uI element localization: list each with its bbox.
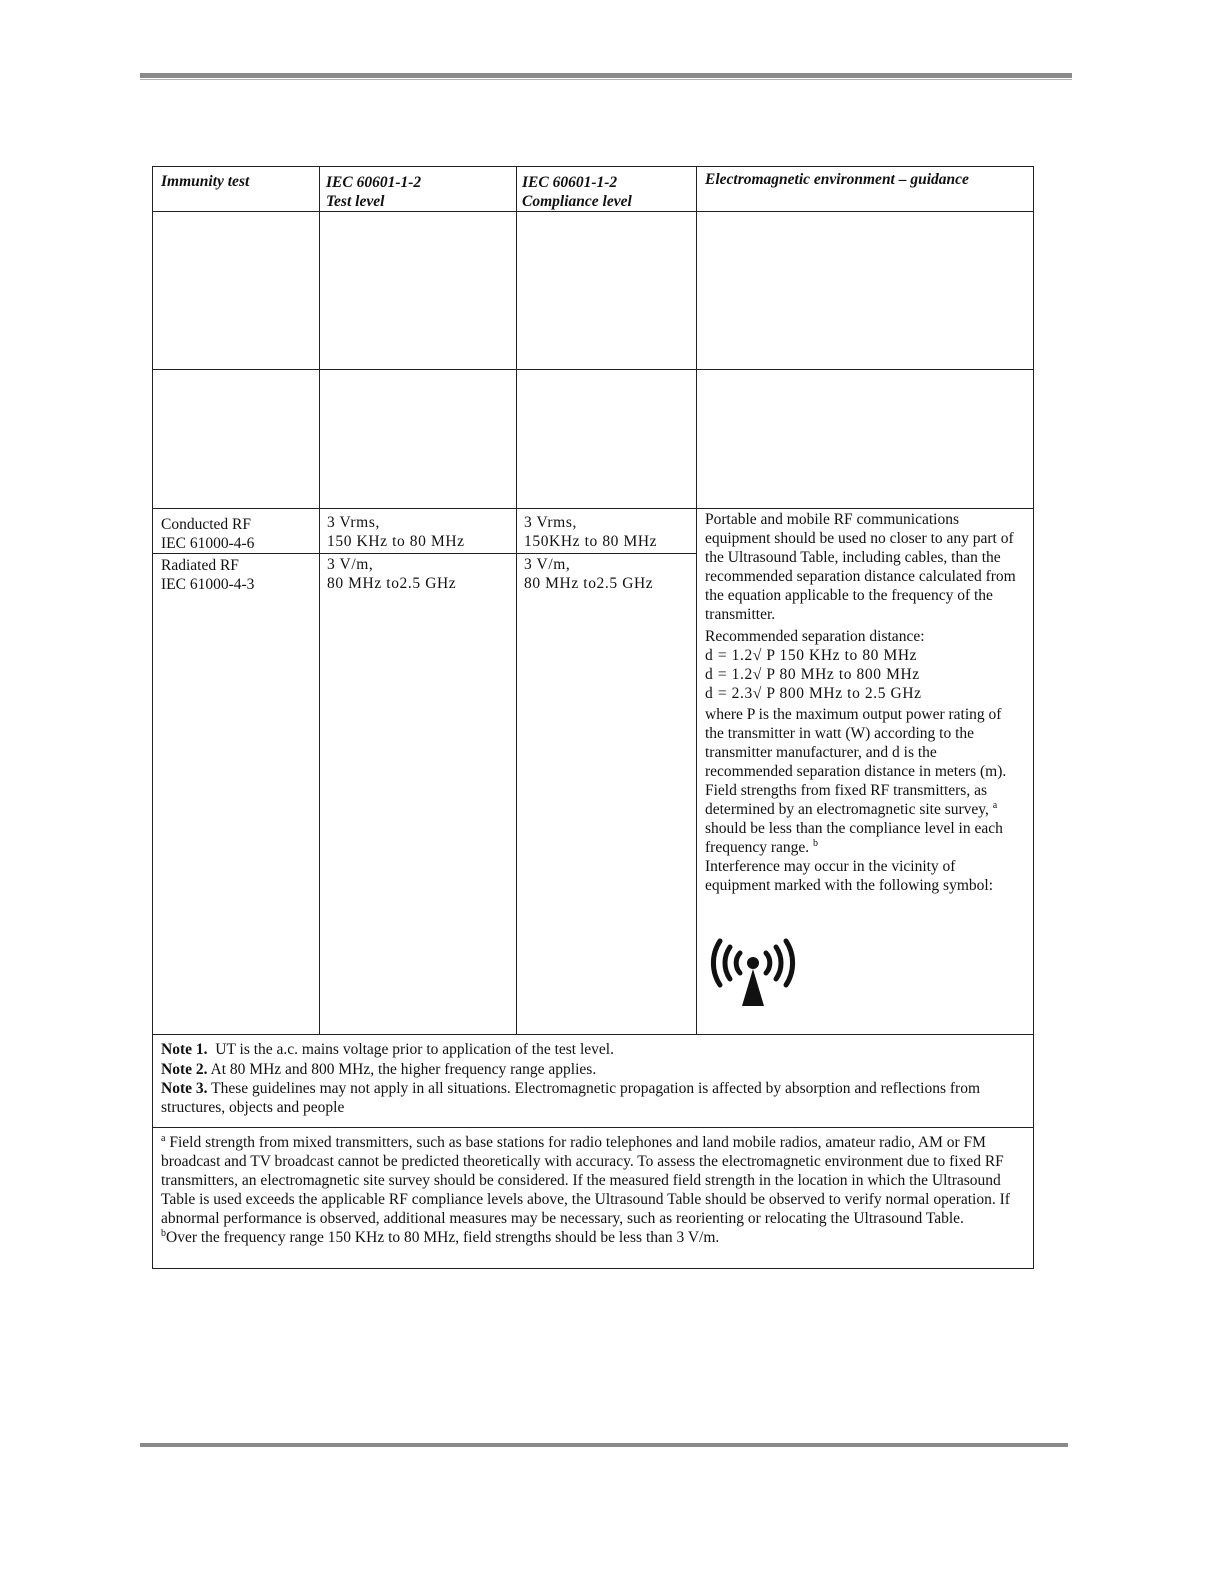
guidance-para3-sup: a [992, 799, 998, 811]
guidance-para3 [705, 781, 1023, 857]
conducted-test [161, 515, 254, 553]
footnotes-block [161, 1133, 1023, 1247]
header-guidance: Electromagnetic environment – guidance [705, 171, 969, 188]
col-divider-3 [696, 167, 697, 1034]
header-compliance-level-line2: Compliance level [522, 193, 632, 210]
conducted-compliance-line1: 3 Vrms, [524, 514, 577, 531]
guidance-eq3: d = 2.3√ P 800 MHz to 2.5 GHz [705, 685, 922, 702]
header-rule [140, 73, 1072, 78]
header-immunity-test: Immunity test [161, 173, 250, 190]
radiated-compliance-line2: 80 MHz to2.5 GHz [524, 575, 654, 592]
guidance-rec-title: Recommended separation distance: [705, 628, 925, 645]
radiated-test-line2: IEC 61000-4-3 [161, 576, 255, 593]
notes-block [161, 1040, 1021, 1117]
row-divider-2 [153, 508, 1033, 509]
radiated-level-line2: 80 MHz to2.5 GHz [327, 575, 457, 592]
note-1-text: UT is the a.c. mains voltage prior to application of the test level. [215, 1041, 614, 1058]
conducted-compliance [524, 513, 657, 551]
footnote-a-text: Field strength from mixed transmitters, such as base stations for radio telephones and land mobile radios, amateur radio, AM or FM broadcast and TV broadcast cannot be predicted theoretically with accuracy. To assess the electromagnetic environment due to fixed RF transmitters, an electromagnetic site survey should be considered. If the measured field strength in the location in which the Ultrasound Table is used exceeds the applicable RF compliance levels above, the Ultrasound Table should be observed to verify normal operation. If abnormal performance is observed, additional measures may be necessary, such as reorienting or relocating the Ultrasound Table. [161, 1134, 1010, 1227]
note-2-label: Note 2. [161, 1061, 208, 1078]
guidance-eq1: d = 1.2√ P 150 KHz to 80 MHz [705, 647, 918, 664]
header-rule-thin [140, 79, 1072, 80]
radiated-level [327, 555, 456, 593]
radiated-compliance [524, 555, 653, 593]
note-3-text: These guidelines may not apply in all situations. Electromagnetic propagation is affected by absorption and reflections from structures, objects and people [161, 1080, 981, 1116]
row-divider-3 [153, 553, 696, 554]
note-3 [161, 1079, 1021, 1117]
radiated-compliance-line1: 3 V/m, [524, 556, 571, 573]
guidance-para3-text: Field strengths from fixed RF transmitters, as determined by an electromagnetic site survey, [705, 782, 989, 818]
conducted-test-line1: Conducted RF [161, 516, 251, 533]
note-3-label: Note 3. [161, 1080, 208, 1097]
col-divider-2 [516, 167, 517, 1034]
footnotes-divider [153, 1127, 1033, 1128]
footnote-a-mark: a [161, 1132, 166, 1144]
conducted-level [327, 513, 465, 551]
note-2-text: At 80 MHz and 800 MHz, the higher frequency range applies. [210, 1061, 597, 1078]
radiated-test [161, 556, 254, 594]
header-compliance-level-line1: IEC 60601-1-2 [522, 174, 618, 191]
footer-rule [140, 1443, 1068, 1447]
col-divider-1 [319, 167, 320, 1034]
radiated-level-line1: 3 V/m, [327, 556, 374, 573]
guidance-para4: Interference may occur in the vicinity of equipment marked with the following symbol: [705, 858, 993, 894]
conducted-compliance-line2: 150KHz to 80 MHz [524, 533, 658, 550]
footnote-b [161, 1228, 1023, 1247]
footnote-b-mark: b [161, 1227, 166, 1239]
guidance-para2: where P is the maximum output power rating of the transmitter in watt (W) according to the transmitter manufacturer, and d is the recommended separation distance in meters (m). [705, 706, 1007, 780]
header-test-level-line2: Test level [326, 193, 385, 210]
conducted-level-line1: 3 Vrms, [327, 514, 380, 531]
header-divider [153, 211, 1033, 212]
non-ionizing-radiation-icon [706, 931, 800, 1009]
header-compliance-level [522, 173, 632, 211]
conducted-test-line2: IEC 61000-4-6 [161, 535, 255, 552]
note-2 [161, 1060, 1021, 1079]
notes-divider [153, 1034, 1033, 1035]
footnote-b-text: Over the frequency range 150 KHz to 80 MHz, field strengths should be less than 3 V/m. [166, 1229, 720, 1246]
guidance-eq2: d = 1.2√ P 80 MHz to 800 MHz [705, 666, 920, 683]
guidance-para1: Portable and mobile RF communications equipment should be used no closer to any part of the Ultrasound Table, including cables, than the recommended separation distance calculated from the equation applicable to the frequency of the transmitter. [705, 511, 1016, 623]
guidance-para3b-text: should be less than the compliance level in each frequency range. [705, 820, 1003, 856]
guidance-para3b-sup: b [813, 837, 819, 849]
footnote-a [161, 1133, 1023, 1228]
immunity-table [152, 166, 1034, 1269]
radiated-test-line1: Radiated RF [161, 557, 239, 574]
note-1-label: Note 1. [161, 1041, 208, 1058]
header-test-level-line1: IEC 60601-1-2 [326, 174, 422, 191]
header-test-level [326, 173, 421, 211]
row-divider-1 [153, 369, 1033, 370]
note-1 [161, 1040, 1021, 1059]
conducted-level-line2: 150 KHz to 80 MHz [327, 533, 465, 550]
guidance-text [705, 510, 1023, 895]
